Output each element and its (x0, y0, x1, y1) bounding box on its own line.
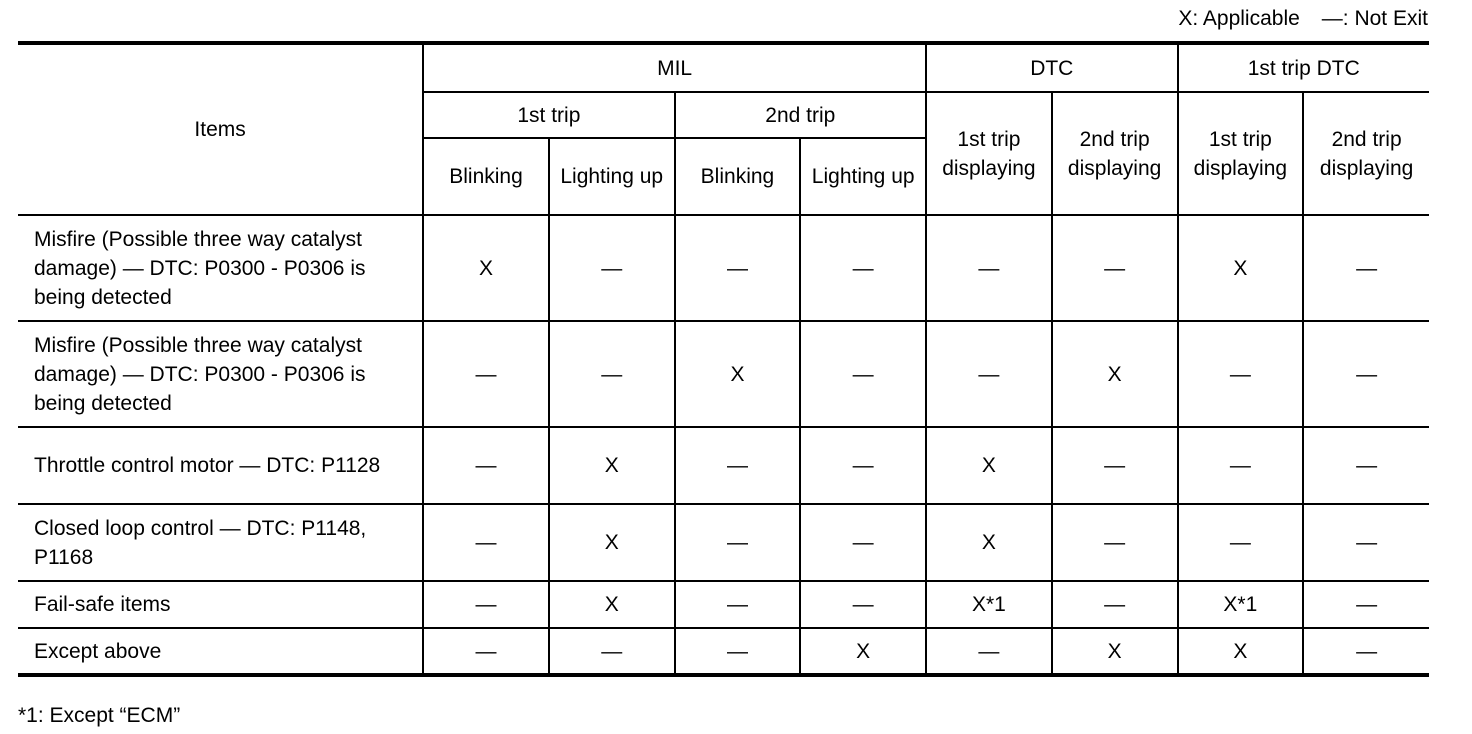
footnote: *1: Except “ECM” (18, 704, 181, 727)
header-dtc: DTC (926, 43, 1177, 92)
header-mil-2nd-trip: 2nd trip (675, 92, 926, 138)
table-cell: — (675, 628, 801, 675)
table-cell: — (675, 581, 801, 628)
header-items: Items (18, 43, 423, 215)
table-cell: — (1303, 628, 1429, 675)
table-cell: X (549, 504, 675, 581)
row-item-label: Fail-safe items (18, 581, 423, 628)
table-cell: — (423, 504, 549, 581)
table-cell: — (1303, 504, 1429, 581)
table-cell: — (800, 581, 926, 628)
header-row-1 (18, 43, 1429, 92)
table-cell: — (926, 628, 1052, 675)
table-cell: — (423, 321, 549, 427)
table-cell: X (549, 581, 675, 628)
header-mil-1st-trip: 1st trip (423, 92, 674, 138)
header-blinking-1st: Blinking (423, 138, 549, 215)
table-cell: — (1052, 215, 1178, 321)
table-cell: — (1052, 427, 1178, 504)
table-cell: X*1 (1178, 581, 1304, 628)
table-row (18, 321, 1429, 427)
table-cell: — (926, 215, 1052, 321)
table-cell: X (1052, 321, 1178, 427)
table-cell: — (549, 215, 675, 321)
table-cell: — (423, 581, 549, 628)
table-cell: — (423, 628, 549, 675)
legend-not-exist: —: Not Exit (1321, 7, 1428, 30)
header-mil: MIL (423, 43, 926, 92)
table-cell: X (800, 628, 926, 675)
header-dtc-1st-trip-displaying: 1st trip displaying (926, 92, 1052, 215)
table-row (18, 628, 1429, 675)
table-cell: — (1052, 504, 1178, 581)
table-cell: X (926, 427, 1052, 504)
header-lighting-up-2nd: Lighting up (800, 138, 926, 215)
table-cell: — (1178, 504, 1304, 581)
table-cell: — (1303, 427, 1429, 504)
table-cell: X (1178, 628, 1304, 675)
table-cell: — (675, 215, 801, 321)
table-cell: — (800, 215, 926, 321)
table-cell: — (1303, 321, 1429, 427)
table-cell: X (1178, 215, 1304, 321)
table-cell: X (1052, 628, 1178, 675)
table-cell: X (549, 427, 675, 504)
table-cell: — (800, 321, 926, 427)
legend (1178, 6, 1428, 32)
table-row (18, 581, 1429, 628)
table-cell: X (675, 321, 801, 427)
header-first-trip-dtc: 1st trip DTC (1178, 43, 1430, 92)
table-cell: — (549, 321, 675, 427)
row-item-label: Misfire (Possible three way catalyst damage) — DTC: P0300 - P0306 is being detected (18, 215, 423, 321)
row-item-label: Except above (18, 628, 423, 675)
table-cell: — (1178, 321, 1304, 427)
header-ftdtc-1st-trip-displaying: 1st trip displaying (1178, 92, 1304, 215)
header-blinking-2nd: Blinking (675, 138, 801, 215)
table-cell: X*1 (926, 581, 1052, 628)
table-row (18, 427, 1429, 504)
legend-applicable: X: Applicable (1178, 7, 1300, 30)
table-cell: — (1052, 581, 1178, 628)
table-row (18, 215, 1429, 321)
table-cell: — (1303, 215, 1429, 321)
table-cell: — (800, 427, 926, 504)
row-item-label: Misfire (Possible three way catalyst damage) — DTC: P0300 - P0306 is being detected (18, 321, 423, 427)
table-cell: — (675, 427, 801, 504)
table-cell: X (423, 215, 549, 321)
table-cell: — (1178, 427, 1304, 504)
table-cell: — (926, 321, 1052, 427)
row-item-label: Closed loop control — DTC: P1148, P1168 (18, 504, 423, 581)
row-item-label: Throttle control motor — DTC: P1128 (18, 427, 423, 504)
table-cell: — (1303, 581, 1429, 628)
table-row (18, 504, 1429, 581)
dtc-mil-table (18, 41, 1429, 677)
table-cell: — (423, 427, 549, 504)
header-lighting-up-1st: Lighting up (549, 138, 675, 215)
table-cell: — (675, 504, 801, 581)
header-dtc-2nd-trip-displaying: 2nd trip displaying (1052, 92, 1178, 215)
table-cell: — (800, 504, 926, 581)
table-cell: X (926, 504, 1052, 581)
header-ftdtc-2nd-trip-displaying: 2nd trip displaying (1303, 92, 1429, 215)
table-cell: — (549, 628, 675, 675)
